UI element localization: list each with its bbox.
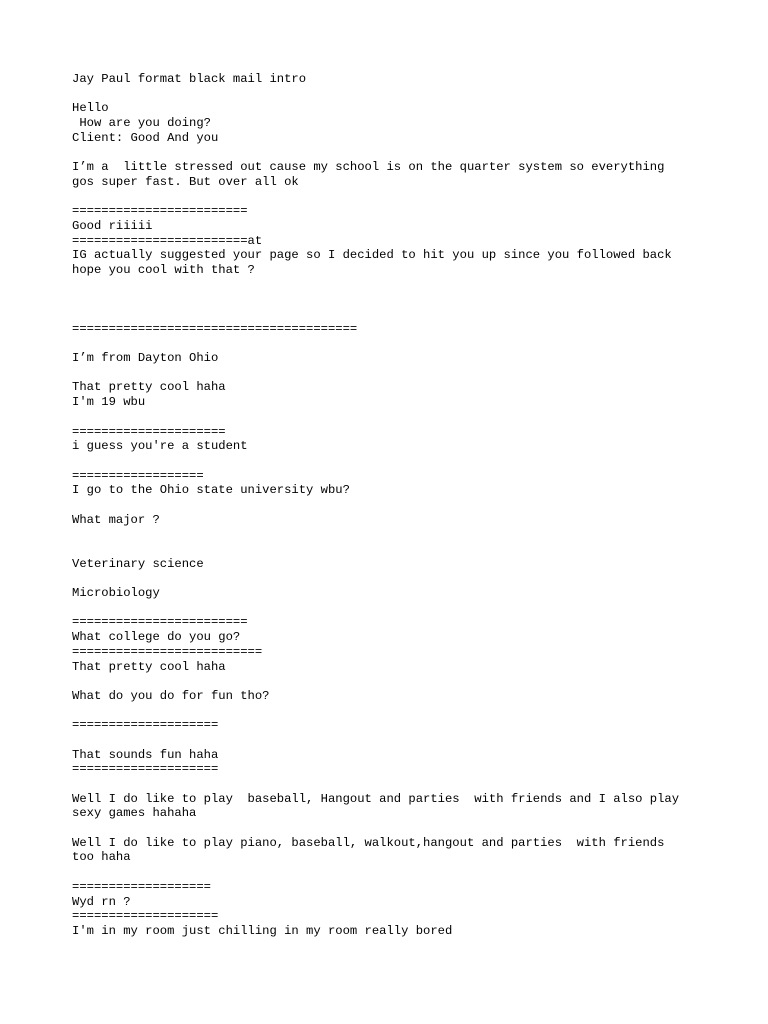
document-line: ====================	[72, 762, 219, 777]
document-line	[72, 87, 732, 102]
document-line: What do you do for fun tho?	[72, 688, 270, 703]
document-line: gos super fast. But over all ok	[72, 174, 299, 189]
document-line: =====================	[72, 424, 226, 439]
document-line: ==========================	[72, 644, 263, 659]
document-line	[72, 704, 732, 719]
document-line	[72, 307, 732, 322]
document-line: Well I do like to play baseball, Hangout and parties with friends and I also play	[72, 791, 680, 806]
document-line: Good riiiii	[72, 218, 153, 233]
document-line: ==================	[72, 468, 204, 483]
document-line: That pretty cool haha	[72, 380, 226, 395]
document-line: Client: Good And you	[72, 130, 219, 145]
document-line: ========================at	[72, 233, 263, 248]
document-line	[72, 865, 732, 880]
document-line	[72, 601, 732, 616]
document-line	[72, 542, 732, 557]
document-line: What college do you go?	[72, 630, 241, 645]
document-line: ===================	[72, 879, 211, 894]
document-line: ====================	[72, 909, 219, 924]
document-line: Microbiology	[72, 586, 160, 601]
document-line	[72, 278, 732, 293]
document-line: i guess you're a student	[72, 439, 248, 454]
document-line	[72, 821, 732, 836]
document-line: Hello	[72, 101, 109, 116]
document-line: IG actually suggested your page so I decided to hit you up since you followed back	[72, 248, 672, 263]
document-line: Veterinary science	[72, 556, 204, 571]
document-line: =======================================	[72, 321, 358, 336]
document-line	[72, 498, 732, 513]
document-line	[72, 454, 732, 469]
document-line: I'm 19 wbu	[72, 395, 146, 410]
document-line: I'm in my room just chilling in my room really bored	[72, 923, 453, 938]
document-line: I’m from Dayton Ohio	[72, 351, 219, 366]
document-line	[72, 674, 732, 689]
document-line	[72, 336, 732, 351]
document-line: ========================	[72, 204, 248, 219]
document-line	[72, 527, 732, 542]
document-line: That sounds fun haha	[72, 747, 219, 762]
document-line	[72, 145, 732, 160]
document-line	[72, 410, 732, 425]
document-line: Wyd rn ?	[72, 894, 131, 909]
document-line	[72, 733, 732, 748]
document-line: too haha	[72, 850, 131, 865]
document-line: ====================	[72, 718, 219, 733]
document-line: Well I do like to play piano, baseball, walkout,hangout and parties with friends	[72, 835, 665, 850]
document-line	[72, 292, 732, 307]
document-line: sexy games hahaha	[72, 806, 197, 821]
document-line: That pretty cool haha	[72, 659, 226, 674]
document-line: hope you cool with that ?	[72, 262, 255, 277]
document-line: I go to the Ohio state university wbu?	[72, 483, 350, 498]
document-line	[72, 777, 732, 792]
document-line: ========================	[72, 615, 248, 630]
document-line	[72, 571, 732, 586]
document-body	[72, 72, 732, 939]
document-line: What major ?	[72, 512, 160, 527]
document-line: Jay Paul format black mail intro	[72, 72, 307, 86]
document-line	[72, 366, 732, 381]
document-line: I’m a little stressed out cause my school is on the quarter system so everything	[72, 160, 665, 175]
document-line	[72, 190, 732, 205]
document-line: How are you doing?	[72, 116, 211, 131]
